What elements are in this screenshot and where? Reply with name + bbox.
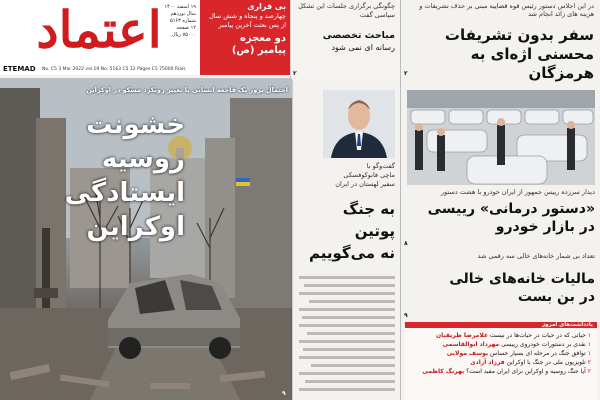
housing-page-number: ۹	[404, 312, 408, 319]
red-feature-box[interactable]	[200, 0, 290, 75]
red-box-text: چهارصد و پنجاه و شش سال از پس بعثت آخرین پیامبر	[209, 12, 286, 29]
interview-headline-2: پوتین	[354, 222, 395, 240]
red-box-headline-2: پیامبر (ص)	[231, 45, 286, 56]
interview-kicker-3: سفیر لهستان در ایران	[335, 180, 395, 188]
note-text: حیاتی که در حیات در حیات‌ها در نیست	[489, 332, 586, 339]
note-author: یوسف مولایی	[446, 350, 489, 357]
main-photo-caption: احتمال بروز یک فاجعه انسانی با تغییر رویکرد مسکو در اوکراین	[86, 86, 288, 94]
cars-kicker: دیدار سرزده رییس جمهور از ایران خودرو با هشت دستور	[440, 188, 595, 196]
newspaper-logo: اعتماد	[36, 0, 162, 59]
lead-headline[interactable]	[10, 108, 185, 244]
car-lot-photo	[407, 90, 595, 185]
main-story-page-number: ۹	[282, 390, 286, 397]
issue-line: No. C5 3 Mar 2022 vol 19 No. 5163 C5 12 Pages C5 75000 Rials	[42, 67, 186, 72]
lead-headline-line-1: خشونت روسیه	[86, 110, 185, 174]
note-text: تلویزیون ملی در جنگ با اوکراین	[506, 359, 586, 366]
housing-headline-1: مالیات خانه‌های خالی	[449, 271, 595, 287]
cars-headline-2: در بازار خودرو	[495, 219, 595, 235]
portrait-photo	[323, 90, 395, 158]
note-page: ۱	[587, 332, 591, 339]
right-top-page-number: ۲	[404, 70, 408, 77]
notes-title: یادداشت‌های امروز	[541, 322, 593, 328]
masthead	[0, 0, 200, 75]
mid-top-headline: مباحث تخصصی	[322, 30, 395, 41]
meta-date: ۱۹ اسفند ۱۴۰۰	[164, 4, 196, 10]
red-box-kicker: بی قراری	[247, 2, 286, 11]
right-top-story[interactable]	[400, 0, 600, 80]
note-page: ۲	[587, 368, 591, 375]
mid-top-story[interactable]	[290, 0, 400, 80]
note-item[interactable]	[405, 331, 597, 340]
interview-body-text	[299, 276, 395, 396]
interview-headline-1: به جنگ	[342, 200, 395, 218]
note-item[interactable]	[405, 340, 597, 349]
right-top-headline-2: محسنی اژه‌ای به هرمزگان	[470, 45, 594, 82]
note-page: ۱	[587, 350, 591, 357]
interview-kicker-1: گفت‌وگو با	[366, 162, 395, 170]
cars-photo[interactable]	[407, 90, 595, 185]
housing-kicker: تعداد بی شمار خانه‌های خالی سه رقمی شد	[477, 252, 595, 260]
interview-headline-3: نه می‌گوییم	[308, 244, 395, 262]
housing-headline[interactable]	[407, 270, 595, 306]
interview-headline[interactable]	[299, 198, 395, 264]
note-author: بهرنگ کاظمی	[422, 368, 465, 375]
housing-headline-2: در بن بست	[517, 289, 595, 305]
meta-pages: ۱۲ صفحه	[176, 25, 196, 31]
note-page: ۱	[587, 341, 591, 348]
note-item[interactable]	[405, 367, 597, 376]
note-author: مهرداد ابوالقاسمی	[442, 341, 500, 348]
note-author: غلامرضا ظریفیان	[436, 332, 489, 339]
note-text: آیا جنگ روسیه و اوکراین برای ایران مفید است؟	[466, 368, 586, 375]
note-text: نقدی بر دستورات خودروی رییسی	[501, 341, 586, 348]
red-box-headline-1: دو معجزه	[240, 33, 286, 44]
interview-kicker-2: ماچی فانوکوفسکی	[343, 171, 395, 179]
note-text: توافق جنگ در مرحله ای بسیار حساس	[490, 350, 586, 357]
issue-meta	[160, 4, 196, 39]
cars-headline-1: «دستور درمانی» رییسی	[427, 201, 595, 217]
note-author: فرزاد آزادی	[470, 359, 505, 366]
latin-name: ETEMAD	[3, 65, 36, 73]
right-top-kicker: در این اجلاس دستور رئیس قوه قضاییه مبنی بر حذف تشریفات و هزینه های زائد انجام شد	[419, 2, 594, 18]
lead-headline-line-2: ایستادگی اوکراین	[64, 178, 185, 242]
cars-headline[interactable]	[407, 200, 595, 236]
right-top-headline-1: سفر بدون تشریفات	[444, 26, 594, 44]
meta-year: سال نوزدهم	[170, 11, 196, 17]
meta-issue: شماره ۵۱۶۳	[170, 18, 196, 24]
interview-kicker	[299, 162, 395, 189]
middle-column	[292, 80, 400, 400]
ambassador-portrait[interactable]	[323, 90, 395, 158]
note-item[interactable]	[405, 358, 597, 367]
mid-top-kicker: چگونگی برگزاری جلسات این تشکل سیاسی گفت	[298, 2, 395, 19]
note-item[interactable]	[405, 349, 597, 358]
meta-price: ۷۵۰۰۰ ریال	[172, 32, 196, 38]
todays-notes-box	[405, 322, 597, 400]
cars-page-number: ۸	[404, 240, 408, 247]
note-page: ۲	[587, 359, 591, 366]
mid-top-subheadline: رسانه ای نمی شود	[331, 43, 395, 52]
mid-top-page-number: ۲	[293, 70, 297, 77]
